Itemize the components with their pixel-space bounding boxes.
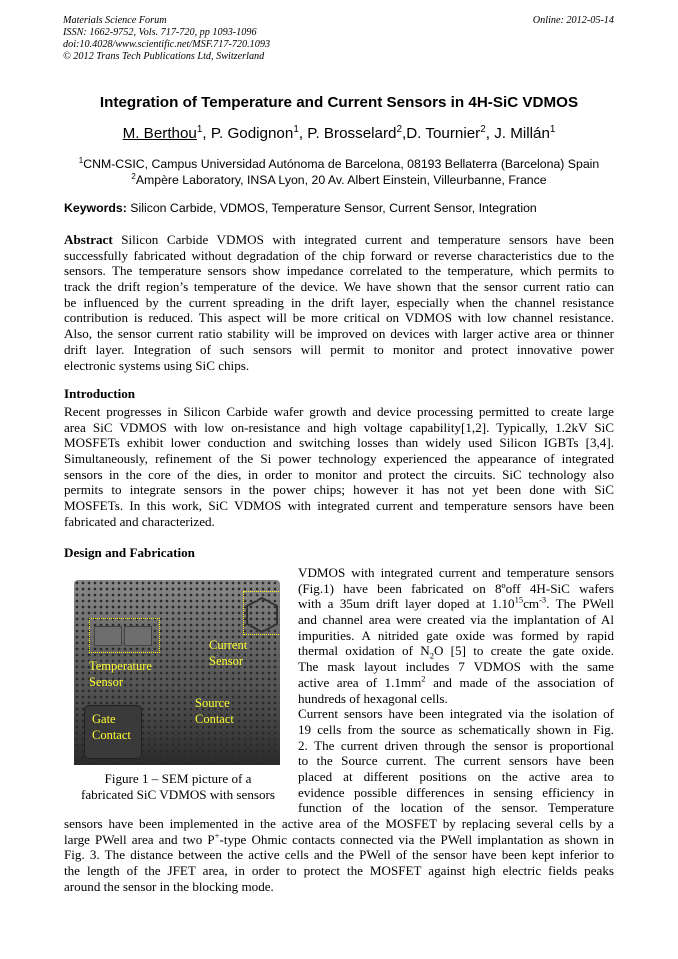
- temperature-sensor-highlight: [89, 618, 160, 653]
- paper-title: Integration of Temperature and Current Sensors in 4H-SiC VDMOS: [99, 94, 579, 111]
- line-text: 2. The current driven through the sensor is proportional: [298, 737, 614, 753]
- line-text: drift layer. Integration of such sensors will permit to monitor and protect innovative power: [64, 341, 614, 357]
- separator: ,: [401, 125, 407, 142]
- line-text: to the Source current. The current sensors have been: [298, 753, 614, 769]
- abstract-label: Abstract: [64, 232, 113, 247]
- line-text: -type Ohmic contacts connected via the PWell implantation as shown in: [219, 831, 614, 847]
- line-text: cm: [523, 596, 540, 612]
- text-line: [64, 863, 614, 879]
- label-line: Temperature: [89, 659, 152, 673]
- figure-1-caption: [64, 771, 292, 803]
- text-line: [298, 612, 614, 628]
- line-text: O [5] to create the gate oxide.: [433, 643, 614, 659]
- separator: ,: [298, 125, 308, 142]
- line-text: The mask layout includes 7 VDMOS with the same: [298, 659, 614, 675]
- line-text: and channel area were created via the implantation of Al: [298, 612, 614, 628]
- caption-line: fabricated SiC VDMOS with sensors: [81, 787, 275, 802]
- affiliation-2: [0, 173, 678, 187]
- separator: ,: [202, 125, 211, 142]
- journal-name: Materials Science Forum: [63, 15, 167, 26]
- text-line: [298, 785, 614, 801]
- design-full-text: [64, 816, 614, 894]
- line-text: sensors in the core of the dies, in order to monitor and protect the circuits. SiC technology also: [64, 466, 614, 482]
- text-line: [64, 847, 614, 863]
- author-name: P. Brosselard: [307, 125, 397, 142]
- text-line: [64, 279, 614, 295]
- text-line: [64, 879, 614, 895]
- author-name: M. Berthou: [122, 125, 197, 142]
- line-text: track the drift region’s temperature of the device. We have shown that the sensor current ratio can: [64, 279, 614, 295]
- caption-line: Figure 1 – SEM picture of a: [104, 771, 252, 786]
- affiliation-text: Ampère Laboratory, INSA Lyon, 20 Av. Albert Einstein, Villeurbanne, France: [135, 173, 547, 187]
- affiliation-number: 1: [78, 155, 84, 165]
- line-text: active area of 1.1mm: [298, 674, 422, 690]
- line-text: function of the location of the sensor. Temperature: [298, 800, 614, 816]
- text-line: [298, 753, 614, 769]
- line-text: Simultaneously, refinement of the Si power technology experienced the appearance of integrated: [64, 451, 614, 467]
- affiliation-number: 2: [131, 171, 136, 181]
- line-text: 19 cells from the source as schematically shown in Fig.: [298, 721, 614, 737]
- line-text: sensors. The temperature sensors show impedance correlated to the temperature, which permits to: [64, 263, 614, 279]
- text-line: [298, 769, 614, 785]
- label-line: Sensor: [209, 654, 244, 668]
- line-text: Current sensors have been integrated via the isolation of: [298, 706, 614, 722]
- line-text: area SiC VDMOS with low on-resistance and high voltage capability[1,2]. Typically, 1.2kV SiC: [64, 419, 614, 435]
- section-heading-introduction: Introduction: [64, 386, 136, 401]
- text-line: [298, 581, 614, 597]
- doi-link[interactable]: doi:10.4028/www.scientific.net/MSF.717-720.1093: [63, 39, 271, 50]
- text-line: [298, 628, 614, 644]
- figure-1-sem-image: [74, 580, 280, 765]
- line-text: be influenced by the current spreading in the drift layer, especially when the channel resistance: [64, 294, 614, 310]
- text-line: [64, 326, 614, 342]
- line-text: (Fig.1) have been fabricated on 8ºoff 4H-SiC wafers: [298, 580, 614, 596]
- line-text: MOSFETs. In this work, SiC VDMOS with integrated current and temperature sensors have been: [64, 498, 614, 514]
- subscript: 2: [429, 651, 434, 662]
- current-sensor-label: [209, 637, 247, 669]
- text-line: [64, 263, 614, 279]
- author-name: J. Millán: [494, 125, 550, 142]
- label-line: Contact: [92, 728, 131, 742]
- temperature-sensor-label: [89, 658, 152, 690]
- keywords: [64, 201, 537, 215]
- text-line: [64, 358, 614, 374]
- label-line: Contact: [195, 712, 234, 726]
- abstract: [64, 232, 614, 373]
- text-line: [64, 248, 614, 264]
- text-line: [64, 435, 614, 451]
- current-sensor-highlight: [243, 591, 280, 635]
- text-line: [64, 451, 614, 467]
- text-line: [298, 800, 614, 816]
- affiliation-text: CNM-CSIC, Campus Universidad Autónoma de Barcelona, 08193 Bellaterra (Barcelona) Spain: [83, 157, 600, 171]
- author-list: [0, 125, 678, 142]
- author-affiliation: 1: [196, 123, 203, 135]
- gate-contact-label: [92, 711, 131, 743]
- text-line: [298, 675, 614, 691]
- line-text: Recent progresses in Silicon Carbide wafer growth and device processing permitted to create large: [64, 404, 614, 419]
- text-line: [298, 596, 614, 612]
- text-line: [298, 706, 614, 722]
- line-text: VDMOS with integrated current and temperature sensors: [298, 565, 614, 580]
- text-line: [64, 816, 614, 832]
- author-affiliation: 1: [549, 123, 556, 135]
- line-text: evidence possible differences in sensing efficiency in: [298, 784, 614, 800]
- text-line: [64, 832, 614, 848]
- line-text: MOSFETs exhibit lower conduction and switching losses than widely used Silicon IGBTs [3,4].: [64, 435, 614, 451]
- line-text: the length of the JFET area, in order to protect the MOSFET against high electric fields peaks: [64, 863, 614, 879]
- line-text: thermal oxidation of N: [298, 643, 430, 659]
- label-line: Gate: [92, 712, 116, 726]
- text-line: [64, 404, 614, 420]
- text-line: [64, 310, 614, 326]
- text-line: [64, 514, 614, 530]
- text-line: [298, 738, 614, 754]
- author-name: D. Tournier: [406, 125, 481, 142]
- separator: ,: [485, 125, 495, 142]
- author-affiliation: 1: [293, 123, 299, 135]
- label-line: Source: [195, 696, 230, 710]
- copyright: © 2012 Trans Tech Publications Ltd, Switzerland: [63, 51, 265, 62]
- text-line: [64, 498, 614, 514]
- design-column-text: [298, 565, 614, 816]
- line-text: . The PWell: [546, 596, 615, 612]
- text-line: [298, 659, 614, 675]
- journal-header: [63, 15, 270, 63]
- text-line: [64, 467, 614, 483]
- supscript: -3: [539, 595, 547, 606]
- text-line: [298, 643, 614, 662]
- line-text: Fig. 3. The distance between the active cells and the PWell of the sensor have been kept inferior to: [64, 847, 614, 863]
- keywords-label: Keywords:: [64, 201, 127, 215]
- line-text: impurities. A nitrided gate oxide was formed by rapid: [298, 627, 614, 643]
- author-affiliation: 2: [480, 123, 486, 135]
- author-name: P. Godignon: [210, 125, 294, 142]
- text-line: [64, 420, 614, 436]
- introduction-text: [64, 404, 614, 530]
- line-text: contribution is reduced. This aspect will be more critical on VDMOS with low channel resistance.: [64, 310, 614, 326]
- online-date: Online: 2012-05-14: [532, 15, 614, 26]
- label-line: Current: [209, 638, 248, 652]
- text-line: [298, 722, 614, 738]
- text-line: [298, 691, 614, 707]
- line-text: electronic systems using SiC chips.: [64, 357, 250, 373]
- line-text: Also, the sensor current ratio stability will be improved on devices with larger active area or thinner: [64, 326, 614, 342]
- affiliation-1: [0, 157, 678, 171]
- author-affiliation: 2: [396, 123, 402, 135]
- supscript: +: [214, 830, 220, 841]
- line-text: Silicon Carbide VDMOS with integrated current and temperature sensors have been: [112, 232, 614, 247]
- supscript: 2: [421, 673, 426, 684]
- text-line: [298, 565, 614, 581]
- line-text: around the sensor in the blocking mode.: [64, 878, 274, 894]
- text-line: [64, 342, 614, 358]
- line-text: fabricated and characterized.: [64, 513, 215, 529]
- issn: ISSN: 1662-9752, Vols. 717-720, pp 1093-1096: [63, 27, 257, 38]
- section-heading-design: Design and Fabrication: [64, 545, 195, 560]
- line-text: and made of the association of: [425, 674, 614, 690]
- line-text: successfully fabricated without degradation of the chip forward or reverse characteristics due to the: [64, 247, 614, 263]
- supscript: 15: [514, 595, 524, 606]
- line-text: permits to integrate sensors in the power chips; however it has not yet been done with SiC: [64, 482, 614, 498]
- source-contact-label: [195, 695, 234, 727]
- label-line: Sensor: [89, 675, 124, 689]
- line-text: hundreds of hexagonal cells.: [298, 690, 448, 706]
- line-text: sensors have been implemented in the active area of the MOSFET by replacing several cells by a: [64, 816, 614, 831]
- text-line: [64, 295, 614, 311]
- text-line: [64, 482, 614, 498]
- line-text: placed at different positions on the active area to: [298, 768, 614, 784]
- line-text: with a 35um drift layer doped at 1.10: [298, 596, 515, 612]
- keywords-text: Silicon Carbide, VDMOS, Temperature Sensor, Current Sensor, Integration: [126, 201, 537, 215]
- line-text: large PWell area and two P: [64, 831, 215, 847]
- text-line: [64, 232, 614, 248]
